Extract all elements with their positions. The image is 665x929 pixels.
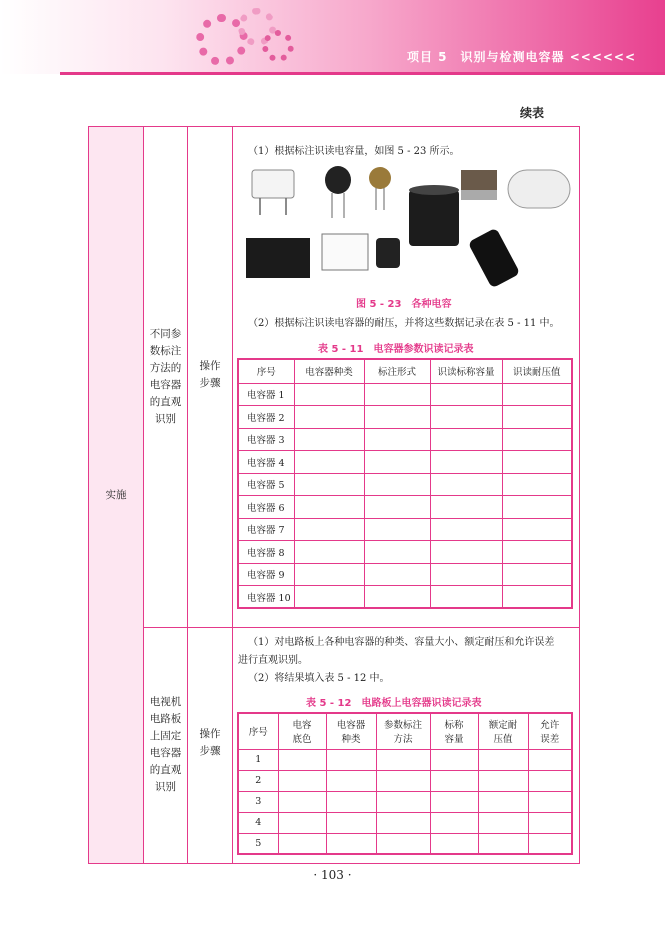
table-row: 1: [238, 749, 572, 770]
figure-caption: 图 5 - 23 各种电容: [356, 299, 452, 310]
part1-step: 操作 步骤: [199, 360, 221, 389]
table-row: 电容器 10: [238, 586, 572, 609]
table-header-cell: 序号: [238, 359, 294, 383]
table-row: 电容器 1: [238, 383, 572, 406]
table-header-cell: 标称 容量: [430, 713, 478, 749]
part2-text1b: 进行直观识别。: [238, 655, 308, 666]
part2-text2: （2）将结果填入表 5 - 12 中。: [248, 673, 390, 684]
table-row: 电容器 9: [238, 563, 572, 586]
table-row: 电容器 6: [238, 496, 572, 519]
part2-step: 操作 步骤: [199, 728, 221, 757]
chapter-title: 项目 5 识别与检测电容器 <<<<<<: [407, 50, 637, 64]
gear-icon: [262, 30, 294, 62]
table-row: 5: [238, 833, 572, 854]
table-row: 电容器 2: [238, 406, 572, 429]
part1-text1: （1）根据标注识读电容量，如图 5 - 23 所示。: [248, 146, 460, 157]
table-row: 电容器 4: [238, 451, 572, 474]
section-label: 实施: [105, 489, 127, 501]
table-row: 电容器 7: [238, 518, 572, 541]
table-header-cell: 序号: [238, 713, 278, 749]
table-header-cell: 参数标注 方法: [376, 713, 430, 749]
table-header-cell: 电容器 种类: [326, 713, 376, 749]
part1-category: 不同参 数标注 方法的 电容器 的直观 识别: [149, 328, 182, 425]
table-5-12: [237, 712, 573, 855]
table-header-cell: 电容 底色: [278, 713, 326, 749]
table-header-cell: 标注形式: [364, 359, 430, 383]
table-5-11: [237, 358, 573, 609]
table-5-11-caption: 表 5 - 11 电容器参数识读记录表: [318, 344, 474, 355]
table-row: 4: [238, 812, 572, 833]
continued-label: 续表: [520, 106, 545, 120]
part2-category: 电视机 电路板 上固定 电容器 的直观 识别: [149, 696, 182, 793]
table-header-cell: 识读标称容量: [430, 359, 502, 383]
table-row: 电容器 5: [238, 473, 572, 496]
table-5-12-caption: 表 5 - 12 电路板上电容器识读记录表: [306, 698, 482, 709]
table-row: 2: [238, 770, 572, 791]
page-number: · 103 ·: [313, 868, 352, 882]
capacitor-photos: [238, 160, 578, 290]
table-header-cell: 额定耐 压值: [478, 713, 528, 749]
table-row: 电容器 8: [238, 541, 572, 564]
part1-text2: （2）根据标注识读电容器的耐压，并将这些数据记录在表 5 - 11 中。: [248, 318, 560, 329]
header-rule: [60, 72, 665, 75]
table-header-cell: 识读耐压值: [502, 359, 572, 383]
table-row: 电容器 3: [238, 428, 572, 451]
part2-text1: （1）对电路板上各种电容器的种类、容量大小、额定耐压和允许误差: [248, 637, 555, 648]
table-header-cell: 允许 误差: [528, 713, 572, 749]
table-header-cell: 电容器种类: [294, 359, 364, 383]
table-row: 3: [238, 791, 572, 812]
